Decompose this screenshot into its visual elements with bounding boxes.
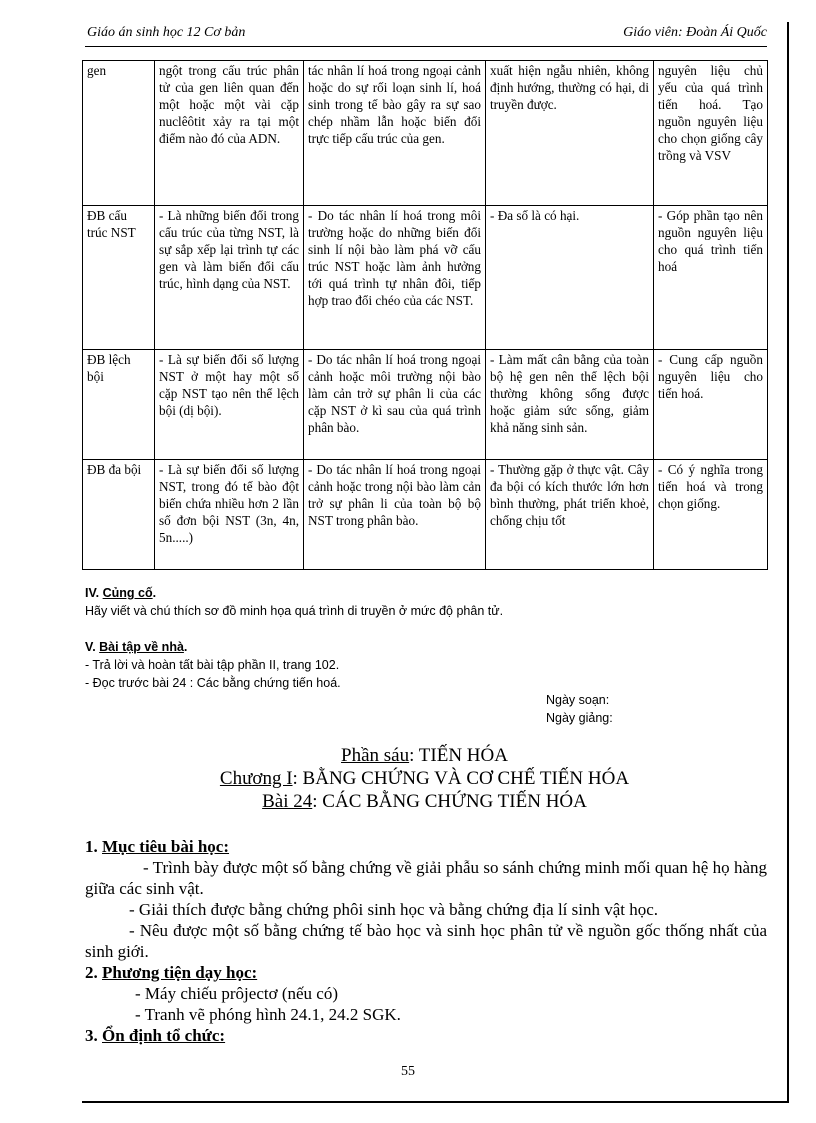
objective-item: - Trình bày được một số bằng chứng về giải phẫu so sánh chứng minh mối quan hệ họ hàng giữa các sinh vật.: [85, 858, 767, 898]
table-row: [83, 350, 768, 460]
table-cell: nguyên liệu chủ yếu của quá trình tiến hoá. Tạo nguồn nguyên liệu cho chọn giống cây trồng và VSV: [654, 61, 768, 206]
means-item: - Máy chiếu prôjectơ (nếu có): [135, 984, 338, 1003]
objective-item: - Giải thích được bằng chứng phôi sinh học và bằng chứng địa lí sinh vật học.: [129, 900, 659, 919]
table-cell: xuất hiện ngẫu nhiên, không định hướng, thường có hại, di truyền được.: [486, 61, 654, 206]
objectives-heading: 1. Mục tiêu bài học:: [85, 837, 230, 856]
date-taught: Ngày giảng:: [546, 711, 613, 725]
lesson-title: Bài 24: CÁC BẰNG CHỨNG TIẾN HÓA: [262, 791, 587, 812]
means-heading: 2. Phương tiện dạy học:: [85, 963, 258, 982]
header-left: Giáo án sinh học 12 Cơ bản: [87, 25, 246, 40]
table-cell: - Góp phần tạo nên nguồn nguyên liệu cho quá trình tiến hoá: [654, 206, 768, 350]
section-heading: V. Bài tập về nhà.: [85, 640, 188, 654]
means-item: - Tranh vẽ phóng hình 24.1, 24.2 SGK.: [135, 1005, 401, 1024]
table-cell: ĐB đa bội: [83, 460, 155, 570]
page-number: 55: [401, 1064, 415, 1079]
table-cell: - Là sự biến đổi số lượng NST ở một hay một số cặp NST tạo nên thể lệch bội (dị bội).: [155, 350, 304, 460]
table-cell: gen: [83, 61, 155, 206]
date-prepared: Ngày soạn:: [546, 693, 610, 707]
organization-heading: 3. Ổn định tổ chức:: [85, 1026, 226, 1045]
table-cell: - Do tác nhân lí hoá trong ngoại cảnh hoặc môi trường nội bào làm cản trở sự phân li của các cặp NST ở kì sau của quá trình phân bào.: [304, 350, 486, 460]
table-cell: ĐB cấu trúc NST: [83, 206, 155, 350]
table-cell: - Là sự biến đổi số lượng NST, trong đó tế bào đột biến chứa nhiều hơn 2 lần số đơn bội NST (3n, 4n, 5n.....): [155, 460, 304, 570]
section-text: Hãy viết và chú thích sơ đồ minh họa quá trình di truyền ở mức độ phân tử.: [85, 604, 504, 618]
table-cell: tác nhân lí hoá trong ngoại cảnh hoặc do sự rối loạn sinh lí, hoá sinh trong tế bào gây ra sự sao chép nhầm lẫn hoặc biến đổi trực tiếp cấu trúc của gen.: [304, 61, 486, 206]
lesson-titles: [82, 744, 767, 813]
table-row: [83, 61, 768, 206]
page-header: [85, 24, 767, 47]
mutation-table: [82, 60, 768, 570]
table-cell: - Là những biến đổi trong cấu trúc của từng NST, là sự sắp xếp lại trình tự các gen và làm biến đổi cấu trúc, hình dạng của NST.: [155, 206, 304, 350]
homework-line: - Trả lời và hoàn tất bài tập phần II, trang 102.: [85, 658, 340, 672]
table-cell: ĐB lệch bội: [83, 350, 155, 460]
homework-line: - Đọc trước bài 24 : Các bằng chứng tiến hoá.: [85, 676, 341, 690]
table-row: [83, 460, 768, 570]
table-row: [83, 206, 768, 350]
lesson-body: [85, 836, 767, 1046]
header-right: Giáo viên: Đoàn Ái Quốc: [623, 25, 767, 40]
table-cell: - Do tác nhân lí hoá trong môi trường hoặc do những biến đổi sinh lí nội bào làm phá vỡ cấu trúc NST hoặc làm ảnh hưởng tới quá trình tự nhân đôi, tiếp hợp trao đổi chéo của các NST.: [304, 206, 486, 350]
objective-item: - Nêu được một số bằng chứng tế bào học và sinh học phân tử về nguồn gốc thống nhất của sinh giới.: [85, 921, 767, 961]
page-border-bottom: [82, 1101, 789, 1103]
section-heading: IV. Củng cố.: [85, 586, 157, 600]
table-cell: ngột trong cấu trúc phân tử của gen liên quan đến một hoặc một vài cặp nuclêôtit xảy ra tại một điểm nào đó của ADN.: [155, 61, 304, 206]
lesson-dates: [546, 691, 613, 727]
section-consolidation: [85, 584, 503, 620]
table-cell: - Có ý nghĩa trong tiến hoá và trong chọn giống.: [654, 460, 768, 570]
table-cell: - Cung cấp nguồn nguyên liệu cho tiến hoá.: [654, 350, 768, 460]
part-title: Phần sáu: TIẾN HÓA: [341, 745, 508, 766]
table-cell: - Thường gặp ở thực vật. Cây đa bội có kích thước lớn hơn bình thường, phát triển khoẻ, chống chịu tốt: [486, 460, 654, 570]
page-border-right: [787, 22, 789, 1102]
table-cell: - Đa số là có hại.: [486, 206, 654, 350]
chapter-title: Chương I: BẰNG CHỨNG VÀ CƠ CHẾ TIẾN HÓA: [219, 768, 630, 789]
table-cell: - Làm mất cân bằng của toàn bộ hệ gen nên thể lệch bội thường không sống được hoặc giảm sức sống, giảm khả năng sinh sản.: [486, 350, 654, 460]
section-homework: [85, 638, 341, 692]
table-cell: - Do tác nhân lí hoá trong ngoại cảnh hoặc trong nội bào làm cản trở sự phân li của toàn bộ bộ NST trong phân bào.: [304, 460, 486, 570]
